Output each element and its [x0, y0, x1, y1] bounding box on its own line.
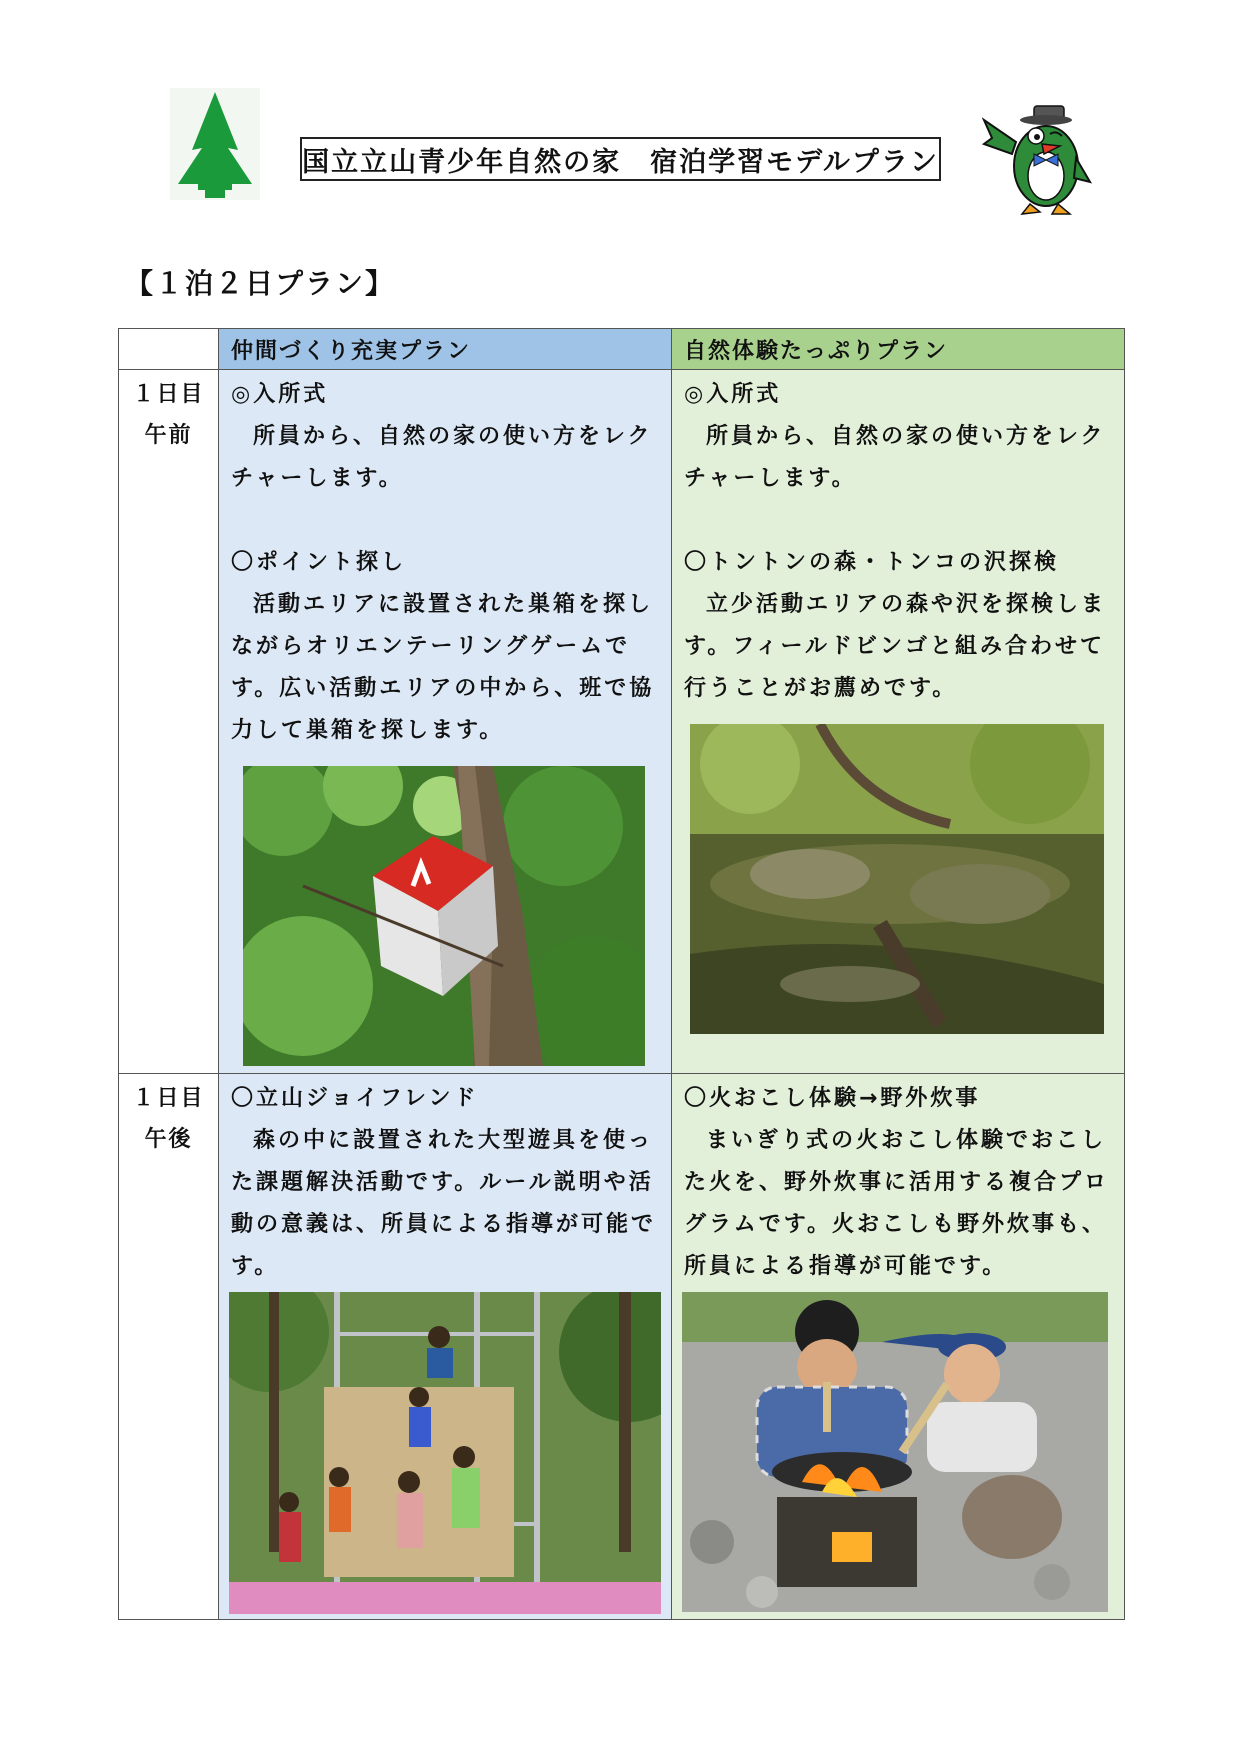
column-header-friendship-plan: 仲間づくり充実プラン	[219, 329, 672, 370]
friendship-plan-morning-cell	[219, 370, 672, 1074]
column-header-nature-plan: 自然体験たっぷりプラン	[672, 329, 1125, 370]
table-header-row	[119, 329, 1125, 370]
activity-description: 活動エリアに設置された巣箱を探しながらオリエンテーリングゲームです。広い活動エリアの中から、班で協力して巣箱を探します。	[231, 592, 655, 743]
activity-description: 立少活動エリアの森や沢を探検します。フィールドビンゴと組み合わせて行うことがお薦めです。	[684, 592, 1107, 701]
page-title: 国立立山青少年自然の家 宿泊学習モデルプラン	[300, 137, 941, 181]
bird-mascot-icon	[982, 92, 1098, 220]
activity-title: ◎入所式	[231, 382, 329, 407]
activity-title: 〇トントンの森・トンコの沢探検	[684, 550, 1060, 575]
activity-description: 所員から、自然の家の使い方をレクチャーします。	[684, 424, 1106, 491]
activity-description: まいぎり式の火おこし体験でおこした火を、野外炊事に活用する複合プログラムです。火おこしも野外炊事も、所員による指導が可能です。	[684, 1128, 1110, 1279]
birdhouse-on-tree-photo	[243, 766, 645, 1066]
friendship-plan-afternoon-cell	[219, 1074, 672, 1620]
section-title: 【１泊２日プラン】	[125, 267, 396, 300]
nature-plan-afternoon-cell	[672, 1074, 1125, 1620]
forest-stream-photo	[690, 724, 1104, 1034]
activity-title: 〇立山ジョイフレンド	[231, 1086, 479, 1111]
campfire-cooking-photo	[682, 1292, 1108, 1612]
day-label: １日目	[132, 1086, 205, 1111]
header-blank-cell	[119, 329, 219, 370]
table-row	[119, 1074, 1125, 1620]
tree-logo-icon	[170, 88, 260, 200]
table-row	[119, 370, 1125, 1074]
activity-description: 森の中に設置された大型遊具を使った課題解決活動です。ルール説明や活動の意義は、所員による指導が可能です。	[231, 1128, 657, 1279]
day-cell-afternoon	[119, 1074, 219, 1620]
climbing-wall-photo	[229, 1292, 661, 1614]
time-label: 午後	[144, 1127, 193, 1152]
day-label: １日目	[132, 382, 205, 407]
activity-description: 所員から、自然の家の使い方をレクチャーします。	[231, 424, 653, 491]
activity-title: 〇ポイント探し	[231, 550, 407, 575]
day-cell-morning	[119, 370, 219, 1074]
plan-table	[118, 328, 1125, 1620]
activity-title: 〇火おこし体験→野外炊事	[684, 1086, 981, 1111]
time-label: 午前	[144, 423, 193, 448]
activity-title: ◎入所式	[684, 382, 782, 407]
nature-plan-morning-cell	[672, 370, 1125, 1074]
